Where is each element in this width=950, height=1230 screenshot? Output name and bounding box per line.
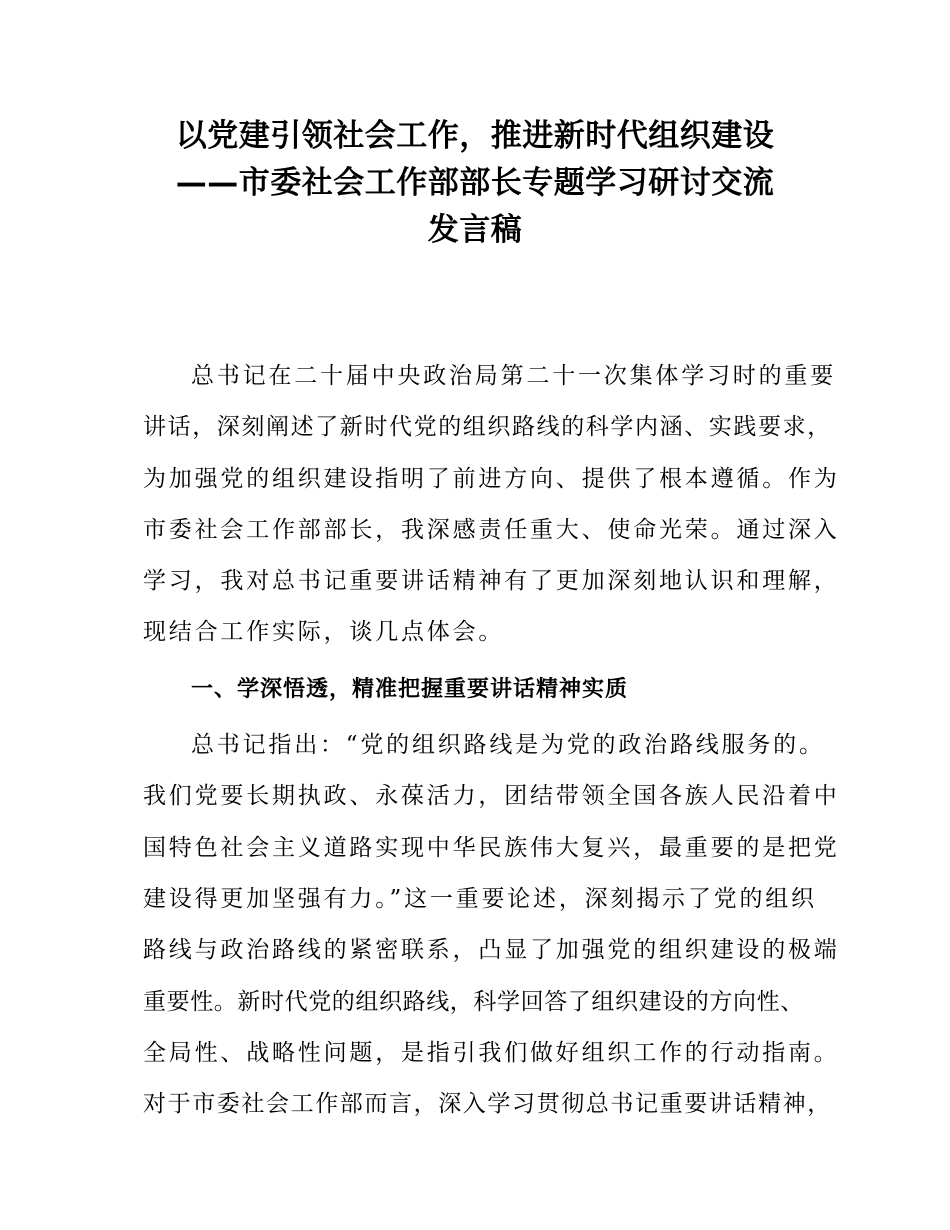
- document-body: [143, 351, 843, 1130]
- paragraph-line: 重要性。新时代党的组织路线，科学回答了组织建设的方向性、: [143, 988, 804, 1015]
- paragraph-line: 学习，我对总书记重要讲话精神有了更加深刻地认识和理解，: [143, 568, 840, 595]
- title-line: 以党建引领社会工作，推进新时代组织建设: [175, 118, 775, 154]
- paragraph-line: 全局性、战略性问题，是指引我们做好组织工作的行动指南。: [143, 1039, 840, 1066]
- document-title: [100, 113, 850, 254]
- paragraph-line: 总书记指出：“党的组织路线是为党的政治路线服务的。: [191, 732, 825, 759]
- paragraph-line: 建设得更加坚强有力。”这一重要论述，深刻揭示了党的组织: [143, 885, 817, 912]
- paragraph-line: 路线与政治路线的紧密联系，凸显了加强党的组织建设的极端: [143, 937, 840, 964]
- paragraph-line: 为加强党的组织建设指明了前进方向、提供了根本遵循。作为: [143, 465, 840, 492]
- paragraph-line: 总书记在二十届中央政治局第二十一次集体学习时的重要: [191, 363, 836, 389]
- paragraph-2: [143, 720, 843, 1130]
- paragraph-line: 现结合工作实际，谈几点体会。: [143, 619, 505, 646]
- title-line: 发言稿: [427, 212, 523, 248]
- paragraph-line: 国特色社会主义道路实现中华民族伟大复兴，最重要的是把党: [143, 834, 840, 861]
- paragraph-1: [143, 351, 843, 659]
- section-heading: 一、学深悟透，精准把握重要讲话精神实质: [191, 676, 629, 702]
- paragraph-line: 市委社会工作部部长，我深感责任重大、使命光荣。通过深入: [143, 516, 840, 543]
- paragraph-line: 讲话，深刻阐述了新时代党的组织路线的科学内涵、实践要求，: [143, 414, 832, 441]
- title-line: ——市委社会工作部部长专题学习研讨交流: [175, 165, 775, 201]
- paragraph-line: 对于市委社会工作部而言，深入学习贯彻总书记重要讲话精神，: [143, 1091, 832, 1118]
- paragraph-line: 我们党要长期执政、永葆活力，团结带领全国各族人民沿着中: [143, 783, 840, 810]
